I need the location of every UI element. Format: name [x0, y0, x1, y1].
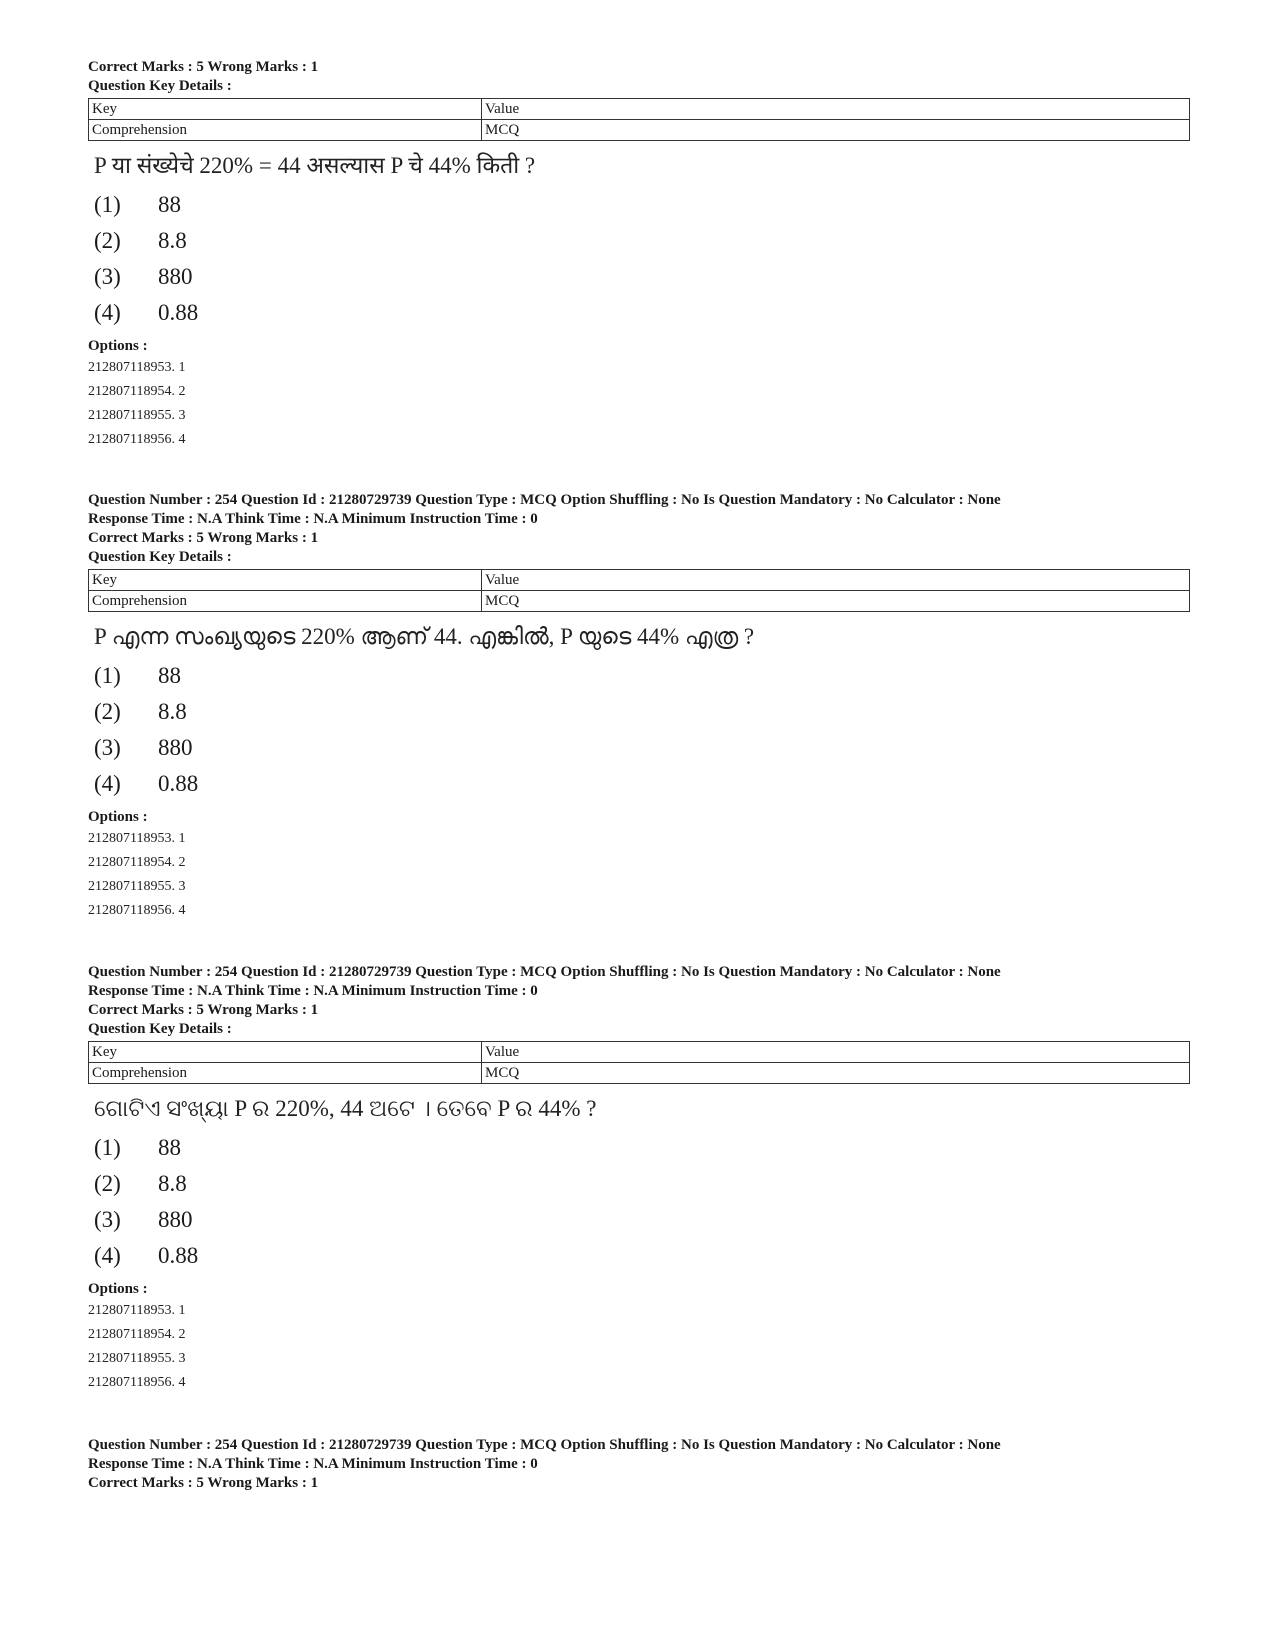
table-header-row — [89, 99, 1190, 120]
table-cell: MCQ — [482, 120, 1190, 141]
choice-item — [94, 766, 1188, 802]
table-cell: Comprehension — [89, 120, 482, 141]
marks-line: Correct Marks : 5 Wrong Marks : 1 — [88, 1475, 319, 1491]
choice-text: 0.88 — [158, 1243, 199, 1268]
choice-number: (1) — [94, 192, 121, 217]
option-id: 212807118953. 1 — [88, 831, 186, 846]
key-details-label: Question Key Details : — [88, 549, 232, 565]
choice-number: (4) — [94, 1243, 121, 1268]
choice-list — [94, 658, 1188, 802]
question-meta-line: Response Time : N.A Think Time : N.A Minimum Instruction Time : 0 — [88, 511, 538, 527]
choice-text: 880 — [158, 735, 193, 760]
option-id: 212807118956. 4 — [88, 903, 186, 918]
choice-item — [94, 694, 1188, 730]
key-details-table — [88, 98, 1190, 141]
marks-line: Correct Marks : 5 Wrong Marks : 1 — [88, 1002, 319, 1018]
question-meta-line: Question Number : 254 Question Id : 21280729739 Question Type : MCQ Option Shuffling : No Is Question Mandatory : No Calculator : None — [88, 964, 1001, 980]
question-meta-line: Question Number : 254 Question Id : 21280729739 Question Type : MCQ Option Shuffling : No Is Question Mandatory : No Calculator : None — [88, 492, 1001, 508]
table-row — [89, 120, 1190, 141]
choice-text: 8.8 — [158, 699, 187, 724]
option-id: 212807118954. 2 — [88, 384, 186, 399]
option-id: 212807118953. 1 — [88, 360, 186, 375]
table-cell: Comprehension — [89, 591, 482, 612]
options-label: Options : — [88, 1281, 148, 1297]
question-text: P या संख्येचे 220% = 44 असल्यास P चे 44% किती ? — [94, 153, 536, 178]
choice-item — [94, 1130, 1188, 1166]
choice-text: 8.8 — [158, 228, 187, 253]
options-label: Options : — [88, 809, 148, 825]
choice-number: (4) — [94, 771, 121, 796]
table-cell: MCQ — [482, 1063, 1190, 1084]
choice-number: (3) — [94, 1207, 121, 1232]
option-id: 212807118954. 2 — [88, 1327, 186, 1342]
choice-item — [94, 1238, 1188, 1274]
question-text: ଗୋଟିଏ ସଂଖ୍ୟା P ର 220%, 44 ଅଟେ । ତେବେ P ର 44% ? — [94, 1096, 597, 1121]
choice-item — [94, 730, 1188, 766]
choice-number: (2) — [94, 228, 121, 253]
question-meta-line: Response Time : N.A Think Time : N.A Minimum Instruction Time : 0 — [88, 1456, 538, 1472]
question-meta-line: Response Time : N.A Think Time : N.A Minimum Instruction Time : 0 — [88, 983, 538, 999]
table-row — [89, 1063, 1190, 1084]
key-details-table — [88, 1041, 1190, 1084]
choice-text: 880 — [158, 1207, 193, 1232]
choice-item — [94, 658, 1188, 694]
table-cell: Key — [89, 570, 482, 591]
option-id: 212807118953. 1 — [88, 1303, 186, 1318]
choice-item — [94, 295, 1188, 331]
choice-text: 88 — [158, 663, 181, 688]
choice-item — [94, 1166, 1188, 1202]
choice-item — [94, 187, 1188, 223]
choice-number: (3) — [94, 735, 121, 760]
choice-item — [94, 259, 1188, 295]
choice-text: 0.88 — [158, 771, 199, 796]
question-text: P എന്ന സംഖ്യയുടെ 220% ആണ് 44. എങ്കിൽ, P യുടെ 44% എത്ര ? — [94, 624, 755, 649]
table-header-row — [89, 1042, 1190, 1063]
question-meta-line: Question Number : 254 Question Id : 21280729739 Question Type : MCQ Option Shuffling : No Is Question Mandatory : No Calculator : None — [88, 1437, 1001, 1453]
table-cell: MCQ — [482, 591, 1190, 612]
choice-number: (1) — [94, 663, 121, 688]
table-cell: Value — [482, 99, 1190, 120]
choice-text: 88 — [158, 192, 181, 217]
table-cell: Key — [89, 99, 482, 120]
question-block-4 — [88, 1436, 1188, 1493]
option-id: 212807118955. 3 — [88, 1351, 186, 1366]
key-details-label: Question Key Details : — [88, 1021, 232, 1037]
choice-text: 0.88 — [158, 300, 199, 325]
option-id: 212807118954. 2 — [88, 855, 186, 870]
marks-line: Correct Marks : 5 Wrong Marks : 1 — [88, 59, 319, 75]
option-id: 212807118955. 3 — [88, 408, 186, 423]
table-cell: Value — [482, 570, 1190, 591]
table-cell: Value — [482, 1042, 1190, 1063]
question-block-3 — [88, 963, 1188, 1395]
key-details-label: Question Key Details : — [88, 78, 232, 94]
choice-number: (2) — [94, 699, 121, 724]
choice-number: (1) — [94, 1135, 121, 1160]
choice-list — [94, 1130, 1188, 1274]
table-cell: Comprehension — [89, 1063, 482, 1084]
option-id: 212807118956. 4 — [88, 432, 186, 447]
choice-text: 880 — [158, 264, 193, 289]
key-details-table — [88, 569, 1190, 612]
question-block-2 — [88, 491, 1188, 923]
table-header-row — [89, 570, 1190, 591]
marks-line: Correct Marks : 5 Wrong Marks : 1 — [88, 530, 319, 546]
option-id: 212807118955. 3 — [88, 879, 186, 894]
choice-item — [94, 1202, 1188, 1238]
choice-number: (4) — [94, 300, 121, 325]
choice-text: 88 — [158, 1135, 181, 1160]
choice-list — [94, 187, 1188, 331]
table-row — [89, 591, 1190, 612]
table-cell: Key — [89, 1042, 482, 1063]
choice-number: (2) — [94, 1171, 121, 1196]
choice-number: (3) — [94, 264, 121, 289]
option-id: 212807118956. 4 — [88, 1375, 186, 1390]
choice-text: 8.8 — [158, 1171, 187, 1196]
options-label: Options : — [88, 338, 148, 354]
choice-item — [94, 223, 1188, 259]
question-block-1 — [88, 58, 1188, 452]
